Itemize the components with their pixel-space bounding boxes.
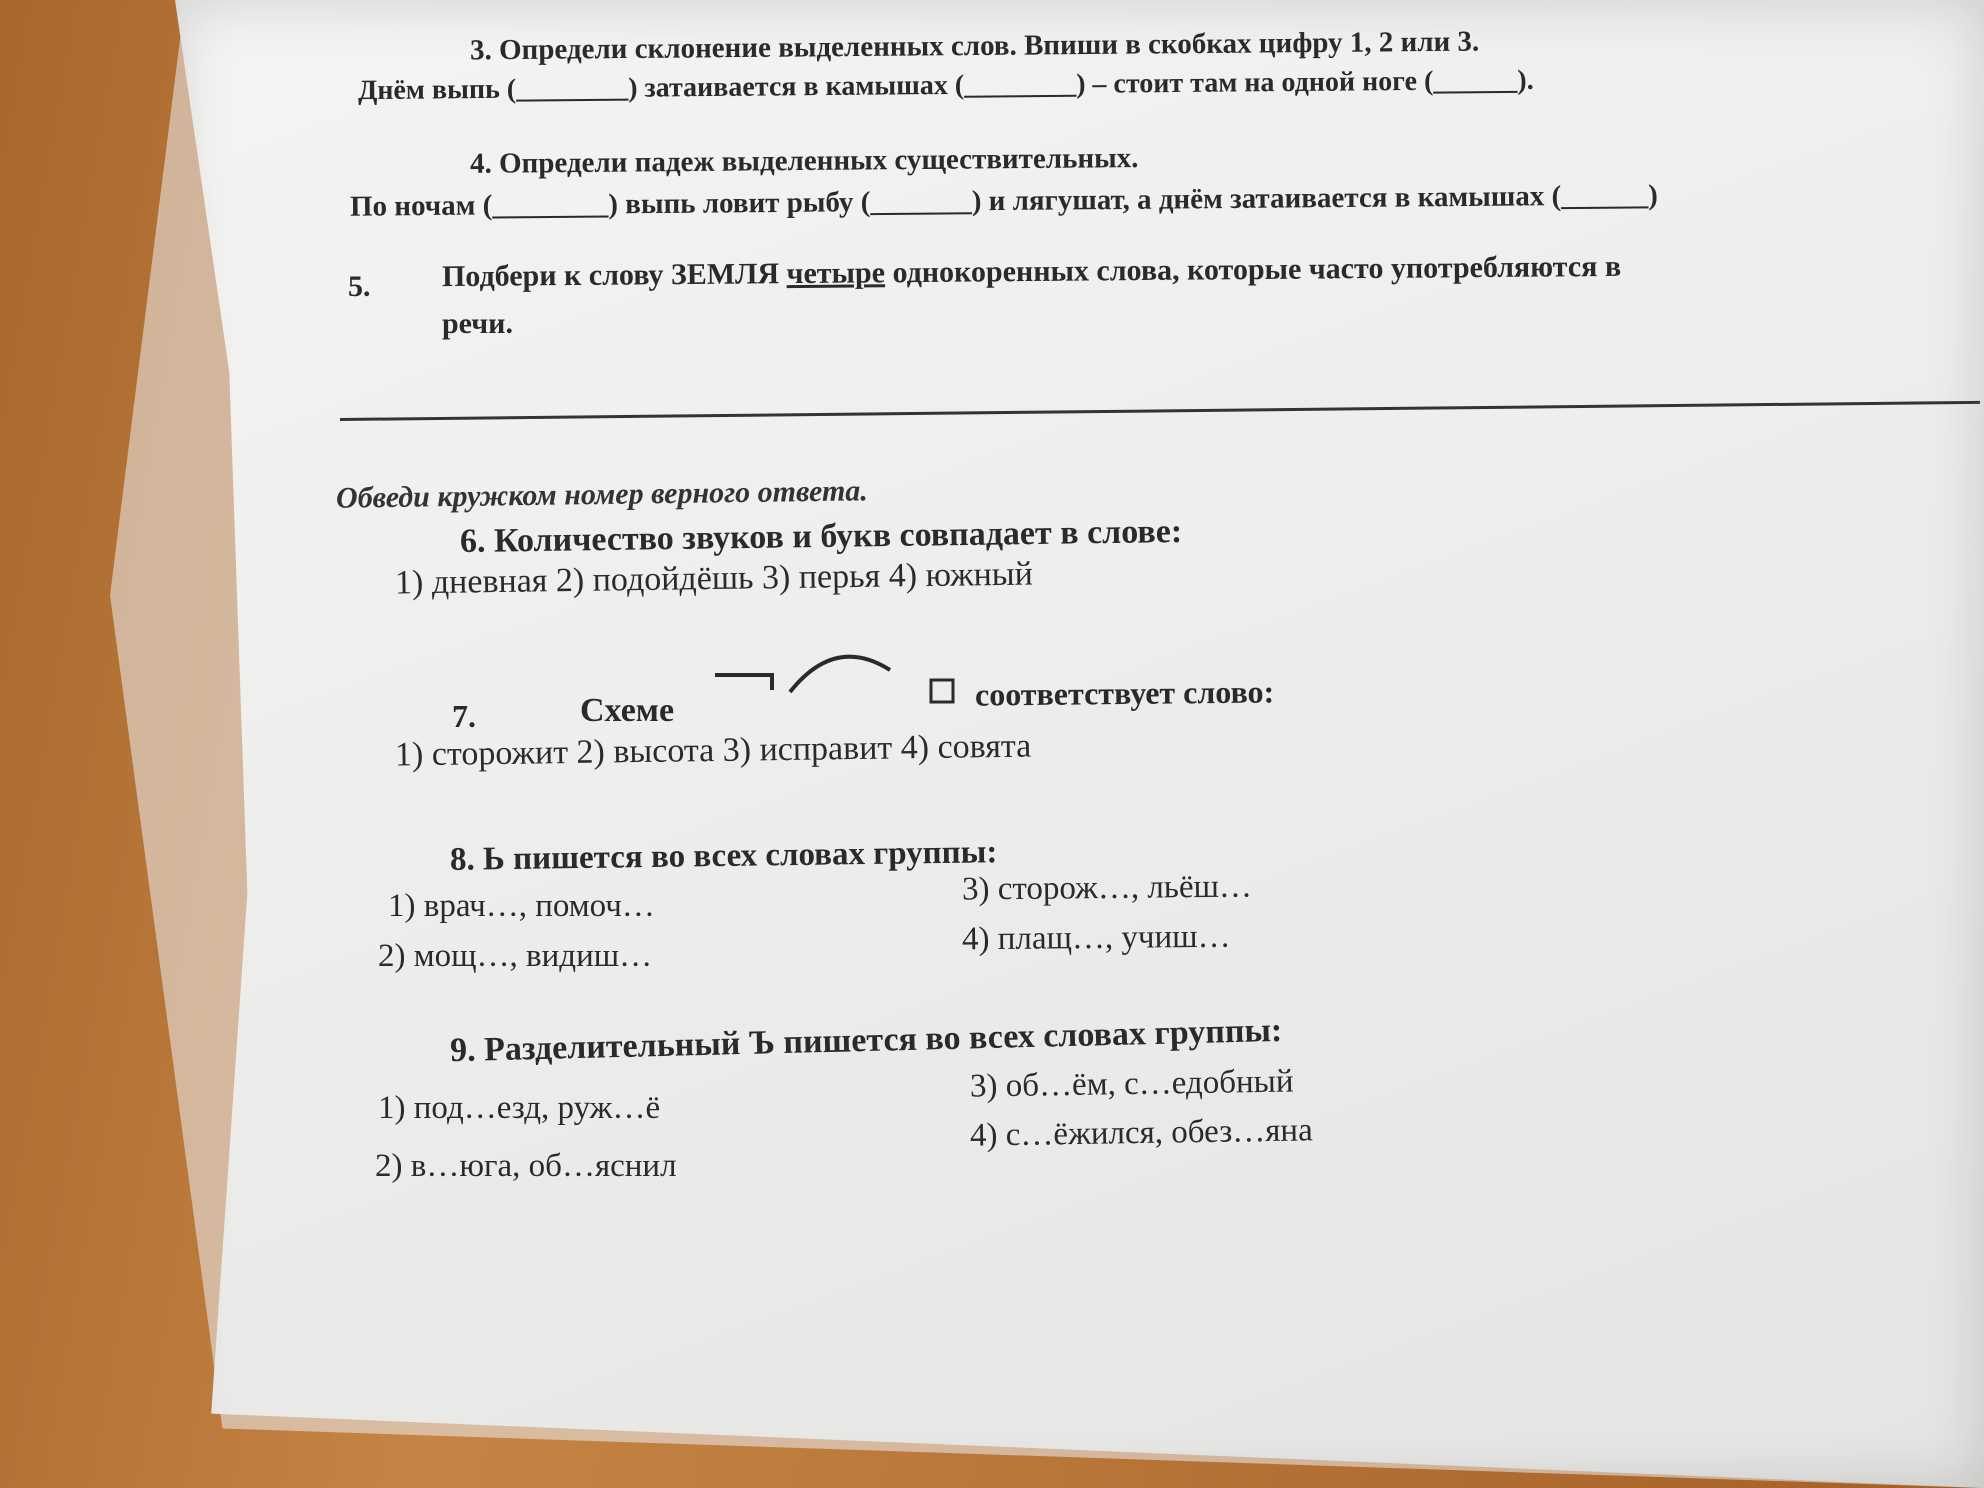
q4-title: 4. Определи падеж выделенных существительных.: [469, 142, 1139, 180]
q5-number: 5.: [348, 270, 371, 303]
q6-title: 6. Количество звуков и букв совпадает в слове:: [459, 512, 1183, 561]
q3-text: Днём выпь (________) затаивается в камышах (________) – стоит там на одной ноге (______).: [357, 64, 1534, 107]
q7-options: 1) сторожит 2) высота 3) исправит 4) совята: [394, 727, 1032, 774]
q7-label: Схеме: [580, 692, 675, 729]
instruction: Обведи кружком номер верного ответа.: [335, 474, 869, 515]
q9-option-1: 1) под…езд, руж…ё: [378, 1090, 661, 1126]
q9-title: 9. Разделительный Ъ пишется во всех словах группы:: [449, 1011, 1283, 1070]
q9-option-4: 4) с…ёжился, обез…яна: [969, 1112, 1313, 1154]
q5-line2: речи.: [442, 307, 513, 340]
q9-option-3: 3) об…ём, с…едобный: [969, 1063, 1294, 1105]
q4-text: По ночам (________) выпь ловит рыбу (_______) и лягушат, а днём затаивается в камышах (______): [349, 179, 1658, 223]
q7-number: 7.: [452, 698, 476, 734]
answer-line: [340, 401, 1980, 421]
q5-line1: [442, 250, 1621, 294]
q8-option-3: 3) сторож…, льёш…: [961, 868, 1253, 908]
q8-option-2: 2) мощ…, видиш…: [378, 938, 653, 974]
q8-title: 8. Ь пишется во всех словах группы:: [449, 834, 998, 878]
q8-option-4: 4) плащ…, учиш…: [961, 918, 1231, 958]
q5-line1-end: однокоренных слова, которые часто употребляются в: [884, 249, 1622, 290]
q3-title: 3. Определи склонение выделенных слов. Впиши в скобках цифру 1, 2 или 3.: [469, 25, 1480, 67]
q9-option-2: 2) в…юга, об…яснил: [375, 1148, 677, 1184]
q7-tail: соответствует слово:: [974, 673, 1275, 713]
q6-options: 1) дневная 2) подойдёшь 3) перья 4) южный: [394, 555, 1034, 602]
morpheme-scheme-icon: [710, 640, 970, 720]
q5-line1-start: Подбери к слову ЗЕМЛЯ: [441, 257, 787, 294]
q5-underlined-word: четыре: [786, 256, 886, 291]
q8-option-1: 1) врач…, помоч…: [388, 888, 655, 924]
